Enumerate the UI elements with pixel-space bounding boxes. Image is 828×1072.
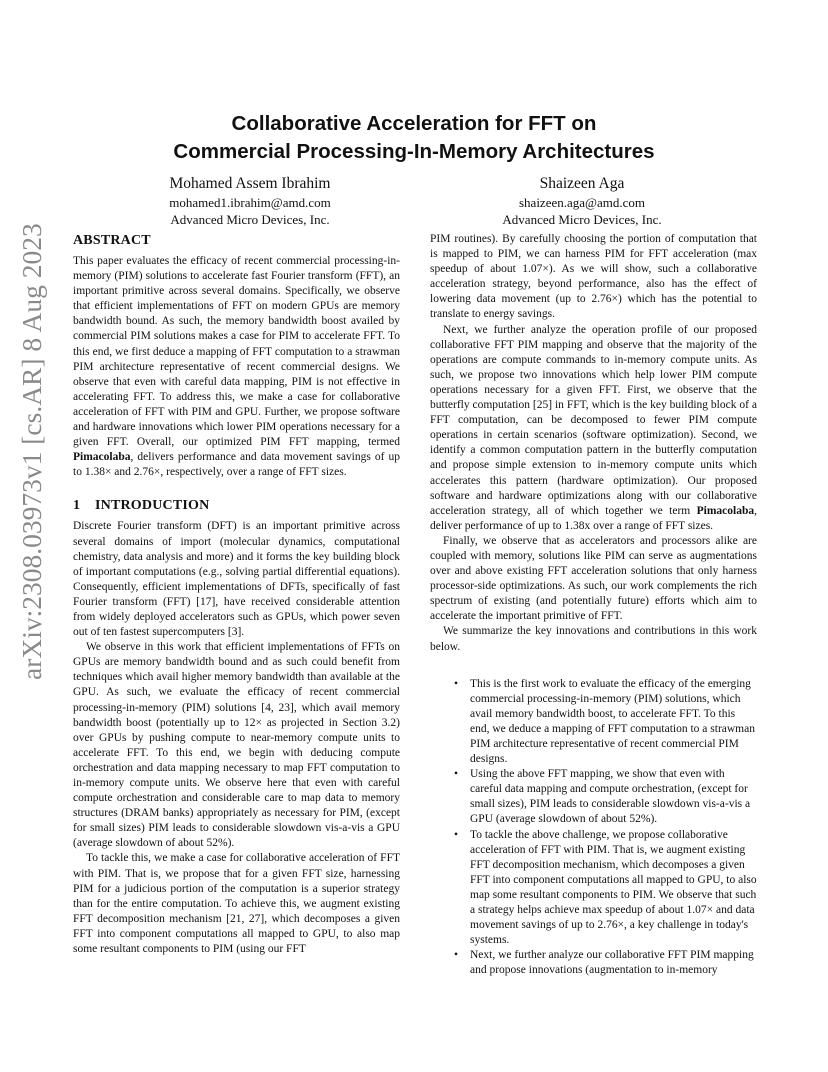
section-number: 1: [73, 498, 81, 514]
list-item: [430, 948, 757, 978]
intro-paragraph-6: We summarize the key innovations and contributions in this work below.: [430, 625, 757, 653]
paper-title-line-1: Collaborative Acceleration for FFT on: [231, 112, 597, 135]
abstract-text-end: , delivers performance and data movement savings of up to 1.38× and 2.76×, respectively, over a range of FFT sizes.: [73, 451, 400, 479]
abstract-text-start: This paper evaluates the efficacy of recent commercial processing-in-memory (PIM) solutions to accelerate fast Fourier transform (FFT), an important primitive across several domains. Specifically, we observe that efficient implementations of FFT on modern GPUs are memory bandwidth bound. As such, the memory bandwidth boost availed by commercial PIM solutions makes a case for PIM to accelerate FFT. To this end, we first deduce a mapping of FFT computation to a strawman PIM architecture representative of recent commercial designs. We observe that even with careful data mapping, PIM is not effective in accelerating FFT. To address this, we make a case for collaborative acceleration of FFT with PIM and GPU. Further, we propose software and hardware innovations which lower PIM operations necessary for a given FFT. Overall, our optimized PIM FFT mapping, termed: [73, 255, 400, 449]
list-item: [430, 767, 757, 827]
author-email: mohamed1.ibrahim@amd.com: [169, 195, 331, 210]
bullet-icon: •: [454, 768, 459, 781]
intro-paragraph-3: To tackle this, we make a case for collaborative acceleration of FFT with PIM. That is, we propose that for a given FFT size, harnessing PIM for a judicious portion of the computation is a superior strategy than for the entire computation. To achieve this, we augment existing FFT decomposition mechanism [21, 27], which decomposes a given FFT into component computations all mapped to GPU, to also map some resultant components to PIM (using our FFT: [73, 852, 400, 956]
author-block-2: [437, 174, 727, 228]
bullet-icon: •: [454, 949, 459, 962]
list-item-text: Next, we further analyze our collaborative FFT PIM mapping and propose innovations (augmentation to in-memory: [470, 949, 754, 977]
paper-title: [0, 110, 828, 166]
right-column: [430, 232, 757, 979]
list-item-text: This is the first work to evaluate the efficacy of the emerging commercial processing-in-memory (PIM) solutions, which avail memory bandwidth boost, to accelerate FFT. To this end, we deduce a mapping of FFT computation to a strawman PIM architecture representative of recent commercial PIM designs.: [470, 677, 755, 766]
paper-title-line-2: Commercial Processing-In-Memory Architectures: [173, 140, 655, 163]
section-heading-introduction: [73, 497, 400, 515]
list-item: [430, 677, 757, 768]
intro-paragraph-5: Finally, we observe that as accelerators and processors alike are coupled with memory, solutions like PIM can serve as augmentations over and above existing FFT acceleration solutions that only harness processor-side optimizations. As such, our work complements the rich spectrum of existing (and potentially future) efforts which aim to accelerate the important primitive of FFT.: [430, 534, 757, 623]
intro-paragraph-continued: PIM routines). By carefully choosing the portion of computation that is mapped to PIM, we can harness PIM for FFT acceleration (max speedup of about 1.07×). As we will show, such a collaborative acceleration strategy, beyond performance, also has the effect of lowering data movement (up to 2.76×) which has the potential to translate to energy savings.: [430, 233, 757, 321]
list-item-text: To tackle the above challenge, we propose collaborative acceleration of FFT with PIM. That is, we augment existing FFT decomposition mechanism, which decomposes a given FFT into component computations all mapped to GPU, to also map some resultant components to PIM. We observe that such a strategy helps achieve max speedup of about 1.07× and data movement savings of up to 2.76×, a key challenge in today's systems.: [470, 828, 757, 947]
left-column: [73, 232, 400, 957]
intro-paragraph-1: Discrete Fourier transform (DFT) is an important primitive across several domains of import (molecular dynamics, computational chemistry, data analysis and more) and it forms the key building block of important computations (e.g., solving partial differential equations). Consequently, efficient implementations of DFTs, specifically of fast Fourier transform (FFT) [17], have received considerable attention from widely deployed accelerators such as GPUs, which power seven out of ten fastest supercomputers [3].: [73, 520, 400, 639]
abstract-heading: ABSTRACT: [73, 233, 151, 248]
intro-paragraph-2: We observe in this work that efficient implementations of FFTs on GPUs are memory bandwidth bound and as such could benefit from techniques which avail higher memory bandwidth than available at the GPU. As such, we evaluate the efficacy of recent commercial processing-in-memory (PIM) solutions [4, 23], which avail memory bandwidth boost (potentially up to 12× as projected in Section 3.2) over GPUs by pushing compute to near-memory compute units to accelerate FFT. To this end, we begin with deducing compute orchestration and data mapping necessary to map FFT computation to in-memory compute units. We observe here that even with careful compute orchestration and considerable care to map data to memory structures (DRAM banks) appropriately as necessary for PIM, (except for small sizes) PIM leads to considerable slowdown vis-a-vis a GPU (average slowdown of about 52%).: [73, 641, 400, 850]
contributions-list: [430, 677, 757, 979]
system-name: Pimacolaba: [696, 504, 755, 517]
author-affiliation: Advanced Micro Devices, Inc.: [502, 212, 662, 227]
paragraph-text-end: , deliver performance of up to 1.38x over a range of FFT sizes.: [430, 504, 757, 532]
author-name: Mohamed Assem Ibrahim: [169, 175, 331, 192]
author-block-1: [105, 174, 395, 228]
author-affiliation: Advanced Micro Devices, Inc.: [170, 212, 330, 227]
section-title: INTRODUCTION: [95, 498, 210, 514]
system-name: Pimacolaba: [73, 451, 131, 464]
arxiv-identifier-stamp: [12, 223, 52, 680]
arxiv-identifier-text: arXiv:2308.03973v1 [cs.AR] 8 Aug 2023: [16, 223, 47, 680]
bullet-icon: •: [454, 677, 459, 690]
paragraph-text-start: Next, we further analyze the operation profile of our proposed collaborative FFT PIM mapping and observe that the majority of the operations are compute commands to in-memory compute units. As such, we propose two innovations which help lower PIM compute operations necessary for a given FFT. First, we observe that the butterfly computation [25] in FFT, which is the key building block of a FFT computation, can be decomposed to fewer PIM compute operations in certain scenarios (software optimization). Second, we identify a common computation pattern in the butterfly computation and propose simple extension to in-memory compute units which accelerates this pattern (hardware optimization). Our proposed software and hardware optimizations along with our collaborative acceleration strategy, all of which together we term: [430, 323, 757, 517]
abstract-paragraph: [73, 254, 400, 480]
bullet-icon: •: [454, 828, 459, 841]
author-email: shaizeen.aga@amd.com: [518, 195, 646, 210]
author-name: Shaizeen Aga: [539, 175, 625, 192]
list-item-text: Using the above FFT mapping, we show that even with careful data mapping and compute orchestration, (except for small sizes), PIM leads to considerable slowdown vis-a-vis a GPU (average slowdown of about 52%).: [470, 768, 751, 826]
intro-paragraph-4: [430, 323, 757, 534]
list-item: [430, 828, 757, 949]
